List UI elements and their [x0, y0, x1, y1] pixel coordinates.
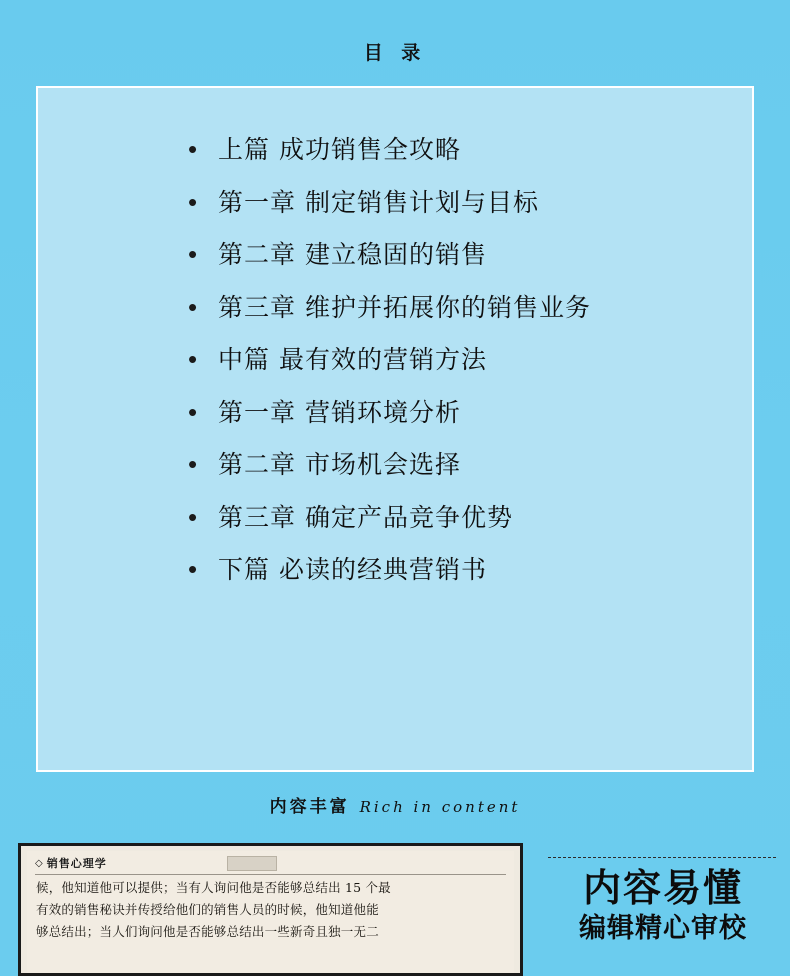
- bullet-icon: •: [188, 239, 198, 269]
- list-item[interactable]: [188, 556, 752, 584]
- page-number-placeholder: [227, 856, 277, 871]
- list-item[interactable]: [188, 136, 752, 164]
- right-subtitle: 编辑精心审校: [579, 912, 747, 944]
- right-title: 内容易懂: [582, 865, 743, 910]
- toc-item-label: 第三章 维护并拓展你的销售业务: [218, 292, 591, 322]
- rich-content-caption: [0, 792, 790, 817]
- photo-line: 候，他知道他可以提供；当有人询问他是否能够总结出 15 个最: [36, 880, 391, 895]
- photo-line: 够总结出；当人们询问他是否能够总结出一些新奇且独一无二: [36, 923, 379, 939]
- list-item[interactable]: [188, 396, 752, 427]
- list-item[interactable]: [188, 186, 752, 217]
- toc-panel: [36, 86, 754, 772]
- bullet-icon: •: [188, 186, 198, 217]
- bullet-icon: •: [188, 396, 198, 427]
- bullet-icon: •: [188, 449, 198, 479]
- right-caption-block: [548, 851, 778, 944]
- toc-item-label: 第一章 营销环境分析: [218, 397, 461, 427]
- caption-chinese: 内容丰富: [269, 797, 350, 817]
- toc-item-label: 第二章 建立稳固的销售: [218, 240, 487, 269]
- book-page-photo: [18, 843, 523, 976]
- page-title: 目 录: [363, 42, 427, 64]
- bullet-icon: •: [188, 291, 198, 322]
- toc-item-label: 第二章 市场机会选择: [218, 450, 461, 479]
- diamond-icon: ◇: [35, 857, 43, 869]
- list-item[interactable]: [188, 346, 752, 374]
- photo-inner: [27, 851, 514, 973]
- dashed-divider: [548, 857, 776, 858]
- photo-heading-label: 销售心理学: [46, 857, 107, 870]
- list-item[interactable]: [188, 451, 752, 479]
- bullet-icon: •: [188, 344, 198, 374]
- list-item[interactable]: [188, 501, 752, 532]
- toc-item-label: 上篇 成功销售全攻略: [218, 135, 461, 164]
- bullet-icon: •: [188, 501, 198, 532]
- toc-item-label: 第一章 制定销售计划与目标: [218, 187, 539, 217]
- bullet-icon: •: [188, 134, 198, 164]
- photo-heading: [27, 851, 514, 873]
- photo-line: 有效的销售秘诀并传授给他们的销售人员的时候，他知道他能: [36, 901, 379, 917]
- toc-list: [38, 88, 752, 584]
- list-item[interactable]: [188, 291, 752, 322]
- toc-item-label: 第三章 确定产品竞争优势: [218, 502, 513, 532]
- bottom-section: [0, 843, 790, 976]
- toc-item-label: 中篇 最有效的营销方法: [218, 345, 487, 374]
- toc-item-label: 下篇 必读的经典营销书: [218, 555, 487, 584]
- list-item[interactable]: [188, 241, 752, 269]
- caption-english: Rich in content: [359, 798, 521, 816]
- photo-body-text: [27, 880, 514, 941]
- divider: [35, 874, 506, 875]
- bullet-icon: •: [188, 554, 198, 584]
